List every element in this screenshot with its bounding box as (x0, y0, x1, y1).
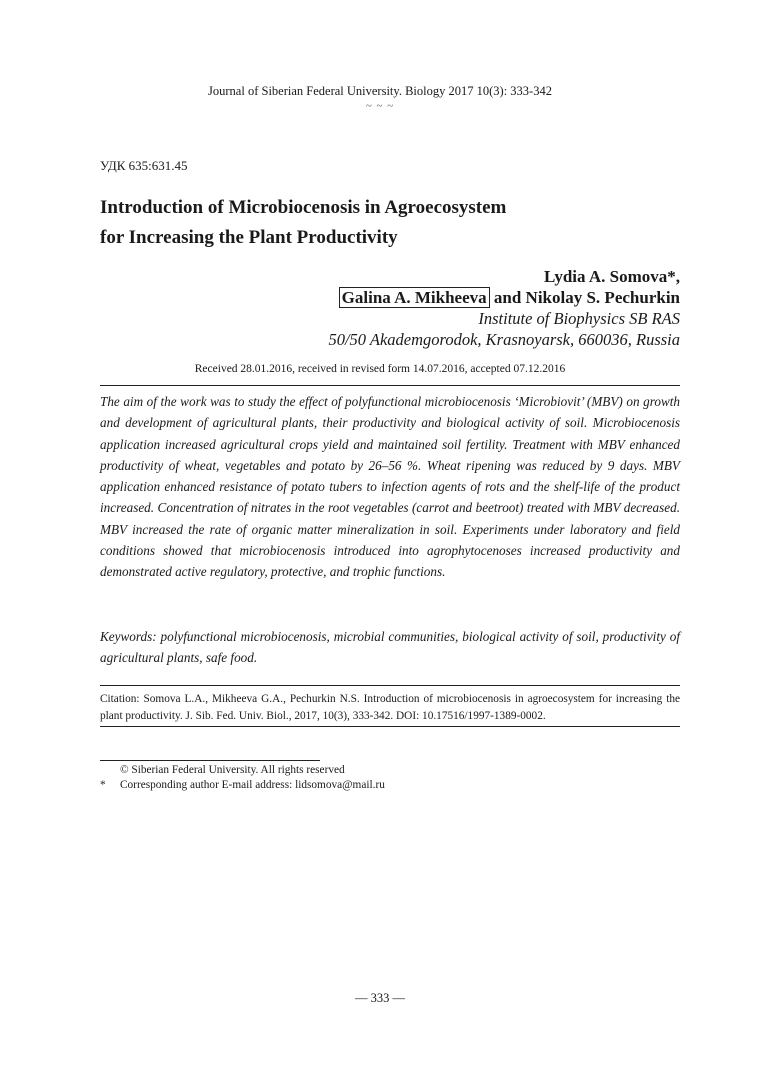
citation: Citation: Somova L.A., Mikheeva G.A., Pechurkin N.S. Introduction of microbiocenosis in agroecosystem for increasing the plant productivity. J. Sib. Fed. Univ. Biol., 2017, 10(3), 333-342. DOI: 10.17516/1997-1389-0002. (100, 693, 680, 722)
abstract: The aim of the work was to study the effect of polyfunctional microbiocenosis ‘Microbiovit’ (MBV) on growth and development of agricultural plants, their productivity and biological activity of soil. Microbiocenosis application increased agricultural crops yield and maintained soil fertility. Treatment with MBV enhanced productivity of wheat, vegetables and potato by 26–56 %. Wheat ripening was reduced by 9 days. MBV application enhanced resistance of potato tubers to infection agents of rots and the shelf-life of the product increased. Concentration of nitrates in the root vegetables (carrot and beetroot) treated with MBV decreased. MBV increased the rate of organic matter mineralization in soil. Experiments under laboratory and field conditions showed that microbiocenosis introduced into agrophytocenoses increased productivity and demonstrated active regulatory, protective, and trophic functions. (100, 394, 680, 580)
citation-top-rule (100, 685, 680, 686)
affiliation (328, 308, 680, 350)
affiliation-line-2: 50/50 Akademgorodok, Krasnoyarsk, 660036, Russia (328, 330, 680, 349)
boxed-author-name: Galina A. Mikheeva (339, 287, 490, 308)
footnote-copyright (100, 763, 345, 778)
footnote-corresponding (100, 778, 385, 793)
footnote-rule (100, 760, 320, 761)
received-dates: Received 28.01.2016, received in revised form 14.07.2016, accepted 07.12.2016 (194, 363, 566, 375)
title-line-2: for Increasing the Plant Productivity (100, 227, 398, 248)
author-line-2-rest: and Nikolay S. Pechurkin (489, 288, 680, 307)
asterisk-mark: * (100, 779, 106, 791)
affiliation-line-1: Institute of Biophysics SB RAS (478, 309, 680, 328)
author-line-2 (339, 287, 680, 308)
article-title (100, 193, 660, 253)
copyright-text: © Siberian Federal University. All rights reserved (120, 764, 345, 776)
udc-code: УДК 635:631.45 (100, 158, 188, 173)
corresponding-text: Corresponding author E-mail address: lidsomova@mail.ru (120, 779, 385, 791)
citation-bottom-rule (100, 726, 680, 727)
page-number: — 333 — (355, 991, 405, 1005)
author-line-1: Lydia A. Somova*, (543, 267, 680, 286)
header-ornament: ~ ~ ~ (365, 100, 395, 112)
title-line-1: Introduction of Microbiocenosis in Agroecosystem (100, 197, 507, 218)
keywords: Keywords: polyfunctional microbiocenosis, microbial communities, biological activity of soil, productivity of agricultural plants, safe food. (100, 629, 680, 665)
authors (339, 266, 680, 308)
journal-header: Journal of Siberian Federal University. Biology 2017 10(3): 333-342 (208, 84, 552, 98)
abstract-top-rule (100, 385, 680, 386)
